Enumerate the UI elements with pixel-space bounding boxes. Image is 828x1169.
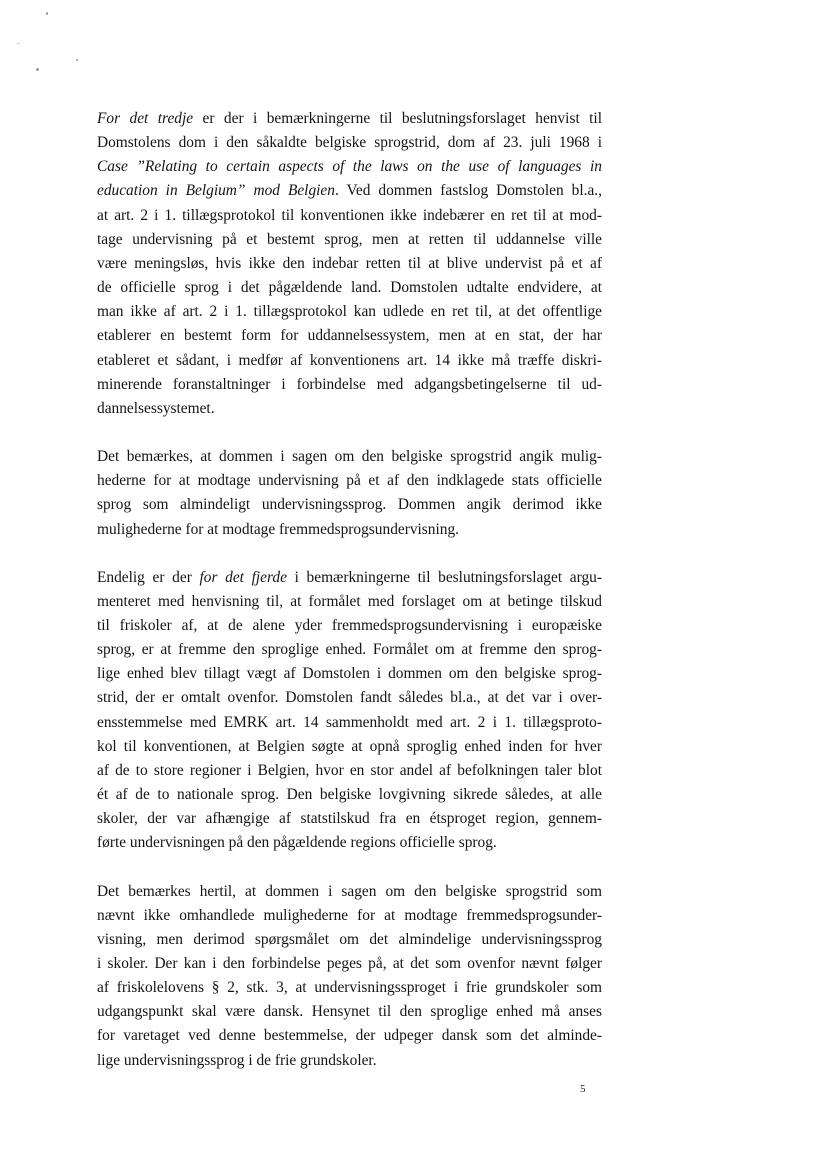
text-segment: lige undervisningssprog i de frie grundskoler. <box>97 1051 377 1069</box>
italic-text: For det tredje <box>97 110 194 127</box>
text-line <box>97 493 602 517</box>
italic-text: for det fjerde <box>199 568 287 586</box>
text-segment: de officielle sprog i det pågældende land. Domstolen udtalte endvidere, at <box>97 279 602 297</box>
text-line <box>97 1049 602 1073</box>
text-segment: Det bemærkes hertil, at dommen i sagen om den belgiske sprogstrid som <box>97 882 602 900</box>
text-segment: skoler, der var afhængige af statstilskud fra en étsproget region, gennem- <box>97 810 602 828</box>
text-line <box>97 397 602 421</box>
text-line <box>97 349 602 373</box>
scan-speck <box>36 68 39 71</box>
text-segment: i bemærkningerne til beslutningsforslaget argu- <box>286 568 602 586</box>
text-segment: være meningsløs, hvis ikke den indebar retten til at blive undervist på et af <box>97 254 602 272</box>
text-segment: Endelig er der <box>97 568 200 586</box>
text-line <box>97 831 602 855</box>
text-line <box>97 590 602 614</box>
page-number: 5 <box>580 1083 586 1095</box>
text-segment: visning, men derimod spørgsmålet om det almindelige undervisningssprog <box>97 930 602 948</box>
text-line <box>97 566 602 590</box>
italic-text: education in Belgium” mod Belgien <box>97 182 335 200</box>
text-segment: etableret et sådant, i medfør af konventionens art. 14 ikke må træffe diskri- <box>97 351 602 369</box>
text-line <box>97 276 602 300</box>
text-segment: sprog, er at fremme den sproglige enhed. Formålet om at fremme den sprog- <box>97 641 602 659</box>
text-segment: førte undervisningen på den pågældende regions officielle sprog. <box>97 834 497 852</box>
paragraph-3 <box>97 566 602 856</box>
text-line <box>97 324 602 348</box>
text-segment: af de to store regioner i Belgien, hvor en stor andel af befolkningen taler blot <box>97 761 602 779</box>
italic-text: Case ”Relating to certain aspects of the laws on the use of languages in <box>97 158 602 176</box>
paragraph-1 <box>97 107 602 421</box>
scan-speck <box>76 59 78 61</box>
text-line <box>97 783 602 807</box>
text-line <box>97 1000 602 1024</box>
text-segment: hederne for at modtage undervisning på et af den indklagede stats officielle <box>97 472 602 490</box>
text-segment: lige enhed blev tillagt vægt af Domstolen i dommen om den belgiske sprog- <box>97 665 602 683</box>
text-line <box>97 928 602 952</box>
text-line <box>97 252 602 276</box>
text-segment: dannelsessystemet. <box>97 399 215 417</box>
text-segment: til friskoler af, at de alene yder fremmedsprogsundervisning i europæiske <box>97 616 602 634</box>
text-segment: man ikke af art. 2 i 1. tillægsprotokol kan udlede en ret til, at det offentlige <box>97 303 602 321</box>
text-segment: for varetaget ved denne bestemmelse, der udpeger dansk som det alminde- <box>97 1027 602 1045</box>
text-line <box>97 204 602 228</box>
text-segment: etablerer en bestemt form for uddannelsessystem, men at en stat, der har <box>97 327 602 345</box>
text-segment: mulighederne for at modtage fremmedsprogsundervisning. <box>97 520 460 538</box>
text-line <box>97 300 602 324</box>
text-segment: udgangspunkt skal være dansk. Hensynet til den sproglige enhed må anses <box>97 1003 602 1021</box>
text-line <box>97 155 602 179</box>
text-segment: nævnt ikke omhandlede mulighederne for at modtage fremmedsprogsunder- <box>97 906 602 924</box>
text-segment: Det bemærkes, at dommen i sagen om den belgiske sprogstrid angik mulig- <box>97 448 602 466</box>
text-line <box>97 614 602 638</box>
body-text <box>97 107 602 1073</box>
paragraph-2 <box>97 445 602 542</box>
text-line <box>97 904 602 928</box>
text-segment: sprog som almindeligt undervisningssprog. Dommen angik derimod ikke <box>97 496 602 514</box>
text-line <box>97 228 602 252</box>
text-line <box>97 735 602 759</box>
text-segment: ensstemmelse med EMRK art. 14 sammenholdt med art. 2 i 1. tillægsproto- <box>97 713 602 731</box>
text-segment: af friskolelovens § 2, stk. 3, at undervisningssproget i frie grundskoler som <box>97 979 602 997</box>
text-segment: ét af de to nationale sprog. Den belgiske lovgivning sikrede således, at alle <box>97 786 602 804</box>
text-segment: strid, der er omtalt ovenfor. Domstolen fandt således bl.a., at det var i over- <box>97 689 602 707</box>
text-segment: menteret med henvisning til, at formålet med forslaget om at betinge tilskud <box>97 592 602 610</box>
text-line <box>97 445 602 469</box>
text-line <box>97 711 602 735</box>
text-segment: . Ved dommen fastslog Domstolen bl.a., <box>334 182 602 200</box>
text-line <box>97 807 602 831</box>
text-segment: at art. 2 i 1. tillægsprotokol til konventionen ikke indebærer en ret til at mod- <box>97 206 602 224</box>
text-line <box>97 638 602 662</box>
text-segment: Domstolens dom i den såkaldte belgiske sprogstrid, dom af 23. juli 1968 i <box>97 134 602 152</box>
text-line <box>97 880 602 904</box>
text-segment: i skoler. Der kan i den forbindelse peges på, at det som ovenfor nævnt følger <box>97 955 602 972</box>
text-segment: kol til konventionen, at Belgien søgte at opnå sproglig enhed inden for hver <box>97 737 602 755</box>
text-line <box>97 107 602 131</box>
text-line <box>97 518 602 542</box>
text-line <box>97 179 602 203</box>
scan-speck <box>46 12 48 15</box>
text-line <box>97 469 602 493</box>
text-line <box>97 759 602 783</box>
text-line <box>97 976 602 1000</box>
text-line <box>97 131 602 155</box>
text-line <box>97 662 602 686</box>
scan-speck <box>17 43 20 44</box>
text-segment: tage undervisning på et bestemt sprog, men at retten til uddannelse ville <box>97 230 602 248</box>
text-line <box>97 952 602 976</box>
text-segment: minerende foranstaltninger i forbindelse med adgangsbetingelserne til ud- <box>97 375 602 393</box>
text-line <box>97 373 602 397</box>
text-line <box>97 1024 602 1048</box>
text-segment: er der i bemærkningerne til beslutningsforslaget henvist til <box>193 110 602 127</box>
text-line <box>97 686 602 710</box>
paragraph-4 <box>97 880 602 1073</box>
